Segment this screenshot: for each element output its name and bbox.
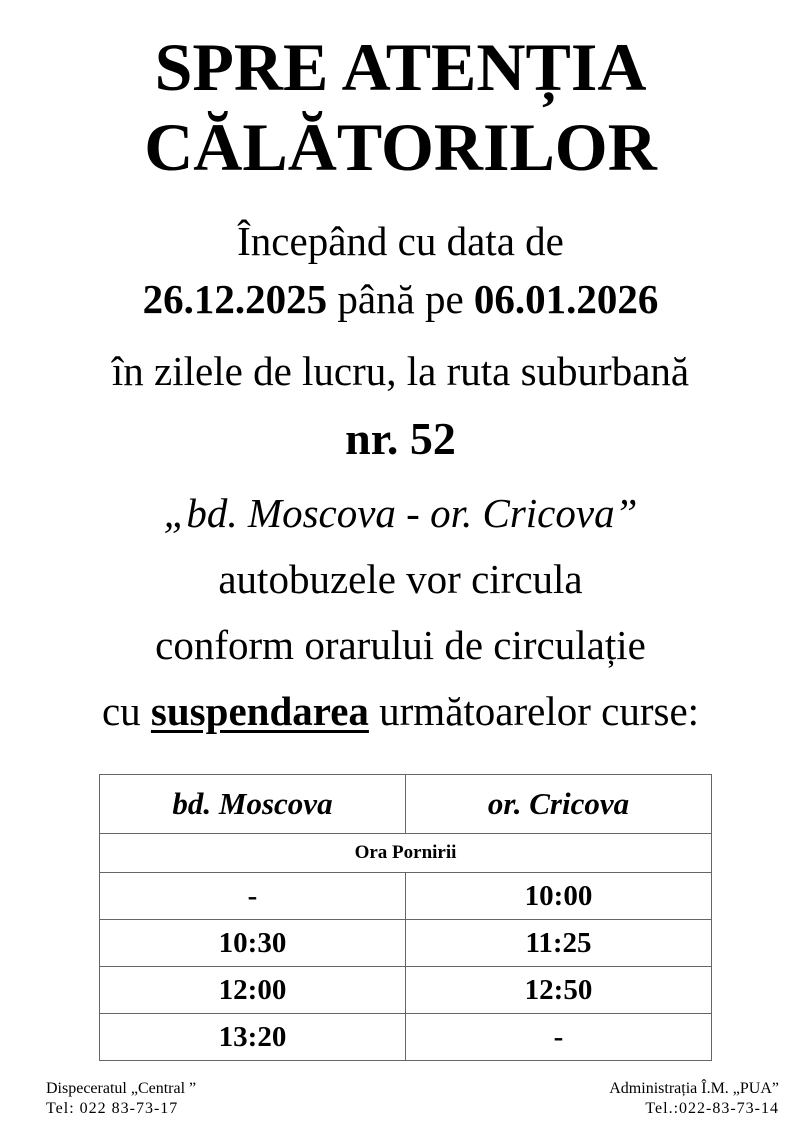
suspension-emphasis: suspendarea: [150, 688, 369, 734]
table-cell: -: [100, 873, 406, 920]
column-header-moscova: bd. Moscova: [100, 775, 406, 834]
workdays-route-text: în zilele de lucru, la ruta suburbană: [111, 348, 690, 394]
route-number: nr. 52: [345, 413, 456, 464]
dispatch-phone: Tel: 022 83-73-17: [46, 1100, 179, 1117]
date-from: 26.12.2025: [142, 276, 328, 322]
table-subheader-row: [100, 834, 712, 873]
route-name: „bd. Moscova - or. Cricova”: [163, 490, 638, 536]
table-cell: 10:00: [406, 873, 712, 920]
notice-title-line1: SPRE ATENȚIA: [154, 29, 647, 105]
buses-text: autobuzele vor circula: [218, 556, 583, 602]
column-header-cricova: or. Cricova: [406, 775, 712, 834]
table-cell: -: [406, 1014, 712, 1061]
notice-title-line2: CĂLĂTORILOR: [144, 109, 657, 185]
suspension-post: următoarelor curse:: [368, 688, 700, 734]
table-cell: 13:20: [100, 1014, 406, 1061]
suspension-pre: cu: [101, 688, 151, 734]
date-between-text: până pe: [327, 276, 474, 322]
footer-administration-contact: [609, 1079, 779, 1119]
suspended-trips-table: [99, 774, 712, 1061]
table-row: [100, 1014, 712, 1061]
administration-name: Administrația Î.M. „PUA”: [609, 1080, 779, 1097]
table-cell: 11:25: [406, 920, 712, 967]
schedule-text: conform orarului de circulație: [155, 622, 646, 668]
table-cell: 12:00: [100, 967, 406, 1014]
suspension-text: [0, 686, 801, 736]
table-row: [100, 920, 712, 967]
date-range: [0, 274, 801, 324]
table-row: [100, 967, 712, 1014]
table-cell: 12:50: [406, 967, 712, 1014]
table-cell: 10:30: [100, 920, 406, 967]
table-row: [100, 873, 712, 920]
departure-time-label: Ora Pornirii: [100, 834, 712, 873]
table-header-row: [100, 775, 712, 834]
footer-dispatch-contact: [46, 1079, 196, 1119]
date-to: 06.01.2026: [473, 276, 659, 322]
administration-phone: Tel.:022-83-73-14: [645, 1100, 779, 1117]
start-date-intro: Începând cu data de: [237, 218, 564, 264]
dispatch-name: Dispeceratul „Central ”: [46, 1080, 197, 1097]
